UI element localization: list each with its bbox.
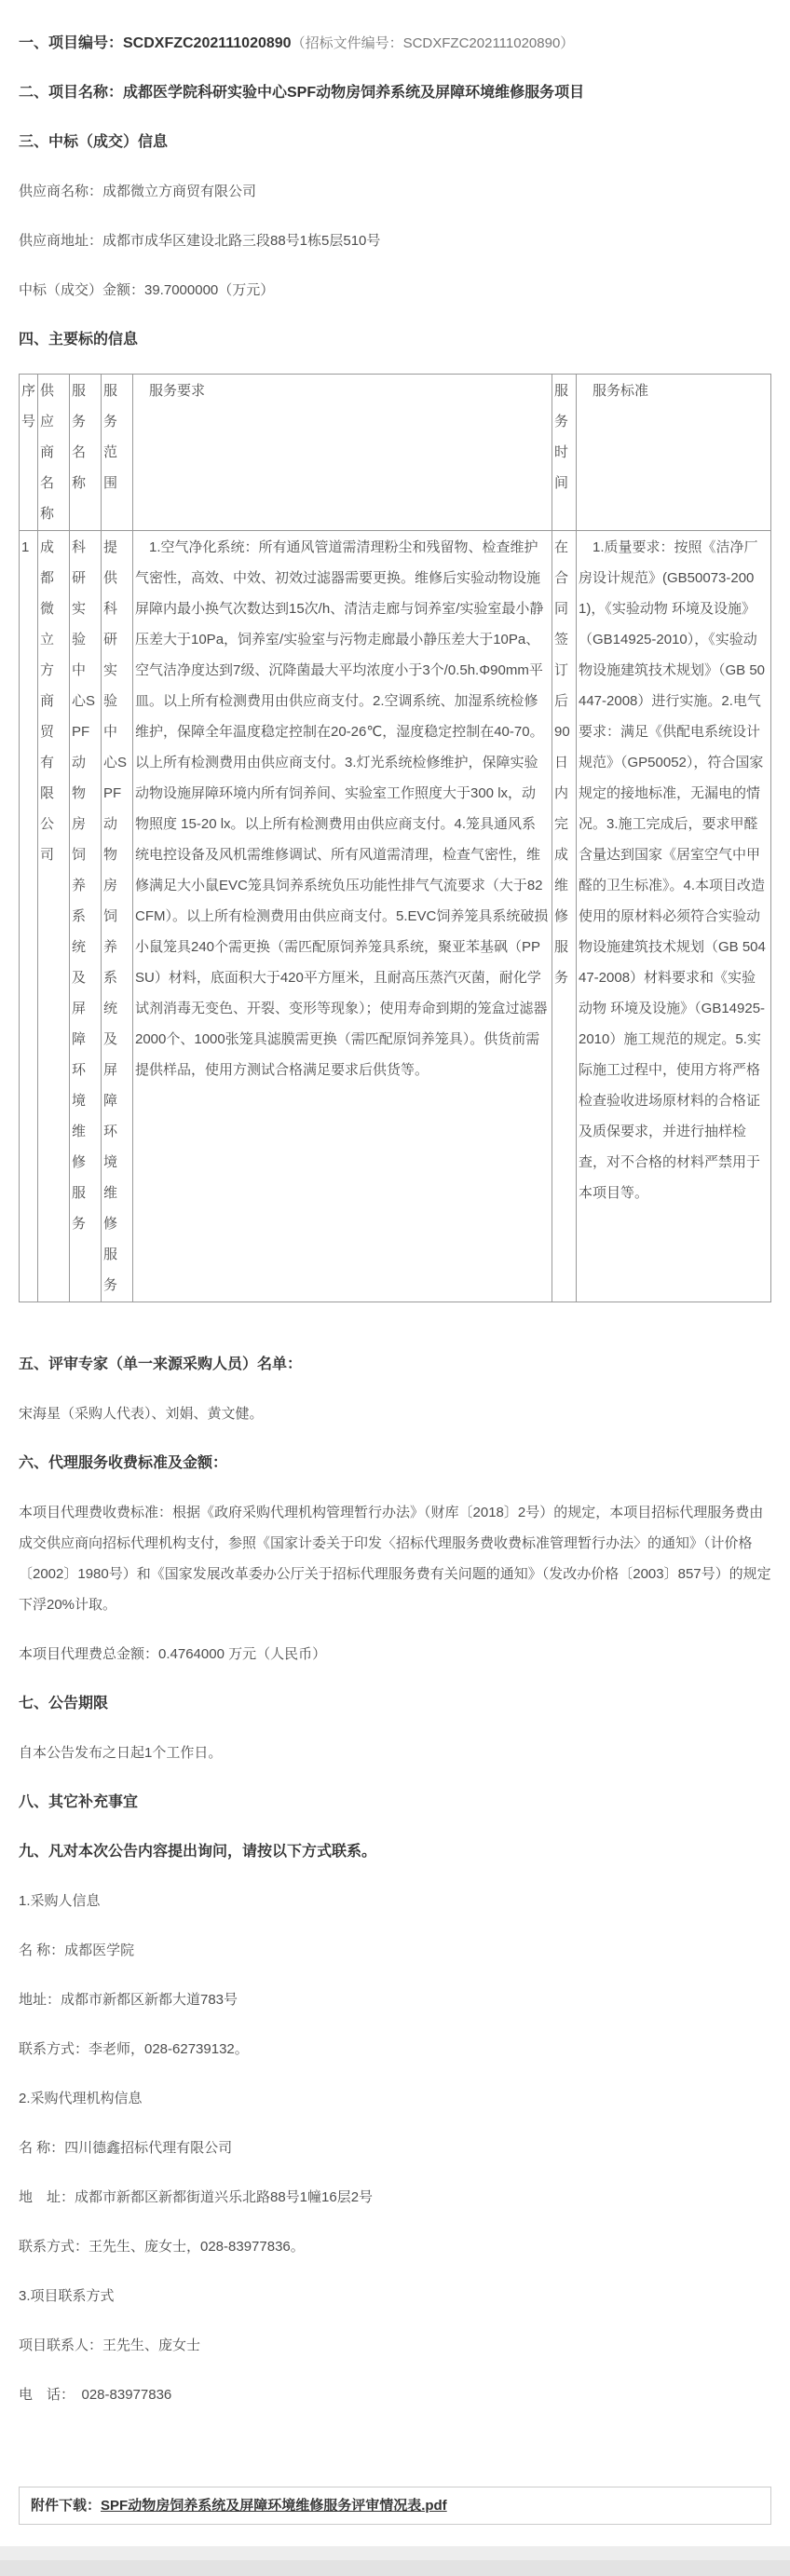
section-6-heading: 六、代理服务收费标准及金额： — [19, 1455, 228, 1471]
section-1-heading — [19, 28, 771, 59]
section-8-heading: 八、其它补充事宜 — [19, 1794, 139, 1810]
award-amount: 中标（成交）金额：39.7000000（万元） — [19, 282, 275, 298]
announcement-period: 自本公告发布之日起1个工作日。 — [19, 1745, 223, 1761]
agency-fee-total: 本项目代理费总金额：0.4764000 万元（人民币） — [19, 1646, 327, 1662]
table-header-service-requirements: 服务要求 — [133, 375, 552, 531]
agency-info-label: 2.采购代理机构信息 — [19, 2091, 143, 2106]
purchaser-contact: 联系方式：李老师，028-62739132。 — [19, 2041, 249, 2057]
section-9-heading: 九、凡对本次公告内容提出询问，请按以下方式联系。 — [19, 1844, 377, 1860]
purchaser-address: 地址：成都市新都区新都大道783号 — [19, 1992, 238, 2008]
project-contact-label: 3.项目联系方式 — [19, 2288, 115, 2304]
project-number: 一、项目编号：SCDXFZC202111020890 — [19, 35, 292, 51]
agency-contact: 联系方式：王先生、庞女士，028-83977836。 — [19, 2239, 305, 2255]
footer-strip-dark — [0, 2560, 790, 2576]
table-cell-service-name: 科研实验中心SPF动物房饲养系统及屏障环境维修服务 — [70, 531, 102, 1302]
supplier-name: 供应商名称：成都微立方商贸有限公司 — [19, 184, 257, 199]
agency-fee-standard: 本项目代理费收费标准：根据《政府采购代理机构管理暂行办法》（财库〔2018〕2号）的规定，本项目招标代理服务费由成交供应商向招标代理机构支付，参照《国家计委关于印发〈招标代理服务费收费标准管理暂行办法〉的通知》（计价格〔2002〕1980号）和《国家发展改革委办公厅关于招标代理服务费有关问题的通知》（发改办价格〔2003〕857号）的规定下浮20%计取。 — [19, 1505, 771, 1613]
table-header-service-time: 服务时间 — [552, 375, 577, 531]
table-cell-service-time: 在合同签订后90日内完成维修服务 — [552, 531, 577, 1302]
attachment-box — [19, 2487, 771, 2525]
tender-doc-number-note: （招标文件编号：SCDXFZC202111020890） — [291, 35, 575, 51]
footer-strip-light — [0, 2546, 790, 2560]
attachment-pdf-link[interactable]: SPF动物房饲养系统及屏障环境维修服务评审情况表.pdf — [101, 2498, 447, 2514]
table-row — [20, 531, 771, 1302]
section-4-heading: 四、主要标的信息 — [19, 332, 139, 348]
table-cell-seq: 1 — [20, 531, 38, 1302]
agency-address: 地 址：成都市新都区新都街道兴乐北路88号1幢16层2号 — [19, 2189, 374, 2205]
section-5-heading: 五、评审专家（单一来源采购人员）名单： — [19, 1356, 303, 1372]
table-cell-service-requirements: 1.空气净化系统：所有通风管道需清理粉尘和残留物、检查维护气密性，高效、中效、初效过滤器需要更换。维修后实验动物设施屏障内最小换气次数达到15次/h、清洁走廊与饲养室/实验室最小静压差大于10Pa，饲养室/实验室与污物走廊最小静压差大于10Pa、空气洁净度达到7级、沉降菌最大平均浓度小于3个/0.5h.Φ90mm平皿。以上所有检测费用由供应商支付。2.空调系统、加湿系统检修维护，保障全年温度稳定控制在20-26℃，湿度稳定控制在40-70。以上所有检测费用由供应商支付。3.灯光系统检修维护，保障实验动物设施屏障环境内所有饲养间、实验室工作照度大于300 lx，动物照度 15-20 lx。以上所有检测费用由供应商支付。4.笼具通风系统电控设备及风机需维修调试、所有风道需清理，检查气密性，维修满足大小鼠EVC笼具饲养系统负压功能性排气气流要求（大于82 CFM）。以上所有检测费用由供应商支付。5.EVC饲养笼具系统破损小鼠笼具240个需更换（需匹配原饲养笼具系统，聚亚苯基砜（PPSU）材料，底面积大于420平方厘米，且耐高压蒸汽灭菌，耐化学试剂消毒无变色、开裂、变形等现象）；使用寿命到期的笼盒过滤器2000个、1000张笼具滤膜需更换（需匹配原饲养笼具）。供货前需提供样品，使用方测试合格满足要求后供货等。 — [133, 531, 552, 1302]
section-3-heading: 三、中标（成交）信息 — [19, 134, 169, 150]
attachment-label: 附件下载： — [31, 2498, 102, 2514]
table-cell-service-scope: 提供科研实验中心SPF动物房饲养系统及屏障环境维修服务 — [102, 531, 133, 1302]
table-header-service-name: 服务名称 — [70, 375, 102, 531]
table-header-service-scope: 服务范围 — [102, 375, 133, 531]
section-2-heading: 二、项目名称：成都医学院科研实验中心SPF动物房饲养系统及屏障环境维修服务项目 — [19, 85, 585, 101]
table-cell-supplier: 成都微立方商贸有限公司 — [38, 531, 70, 1302]
section-7-heading: 七、公告期限 — [19, 1696, 109, 1711]
project-contact-person: 项目联系人：王先生、庞女士 — [19, 2337, 201, 2353]
table-header-supplier: 供应商名称 — [38, 375, 70, 531]
agency-name: 名 称：四川德鑫招标代理有限公司 — [19, 2140, 233, 2156]
lot-info-table — [19, 374, 771, 1302]
supplier-address: 供应商地址：成都市成华区建设北路三段88号1栋5层510号 — [19, 233, 381, 249]
table-header-seq: 序号 — [20, 375, 38, 531]
project-contact-phone: 电 话： 028-83977836 — [19, 2387, 172, 2403]
expert-list: 宋海星（采购人代表）、刘娟、黄文健。 — [19, 1406, 264, 1422]
table-cell-service-standard: 1.质量要求：按照《洁净厂房设计规范》(GB50073-2001)，《实验动物 环境及设施》（GB14925-2010），《实验动物设施建筑技术规划》（GB 50447-2008）进行实施。2.电气要求：满足《供配电系统设计规范》（GP50052），符合国家规定的接地标准，无漏电的情况。3.施工完成后，要求甲醛含量达到国家《居室空气中甲醛的卫生标准》。4.本项目改造使用的原材料必须符合实验动物设施建筑技术规划（GB 50447-2008）材料要求和《实验动物 环境及设施》（GB14925-2010）施工规范的规定。5.实际施工过程中，使用方将严格检查验收进场原材料的合格证及质保要求，并进行抽样检查，对不合格的材料严禁用于本项目等。 — [577, 531, 771, 1302]
purchaser-info-label: 1.采购人信息 — [19, 1893, 101, 1909]
purchaser-name: 名 称：成都医学院 — [19, 1942, 135, 1958]
table-header-row — [20, 375, 771, 531]
table-header-service-standard: 服务标准 — [577, 375, 771, 531]
